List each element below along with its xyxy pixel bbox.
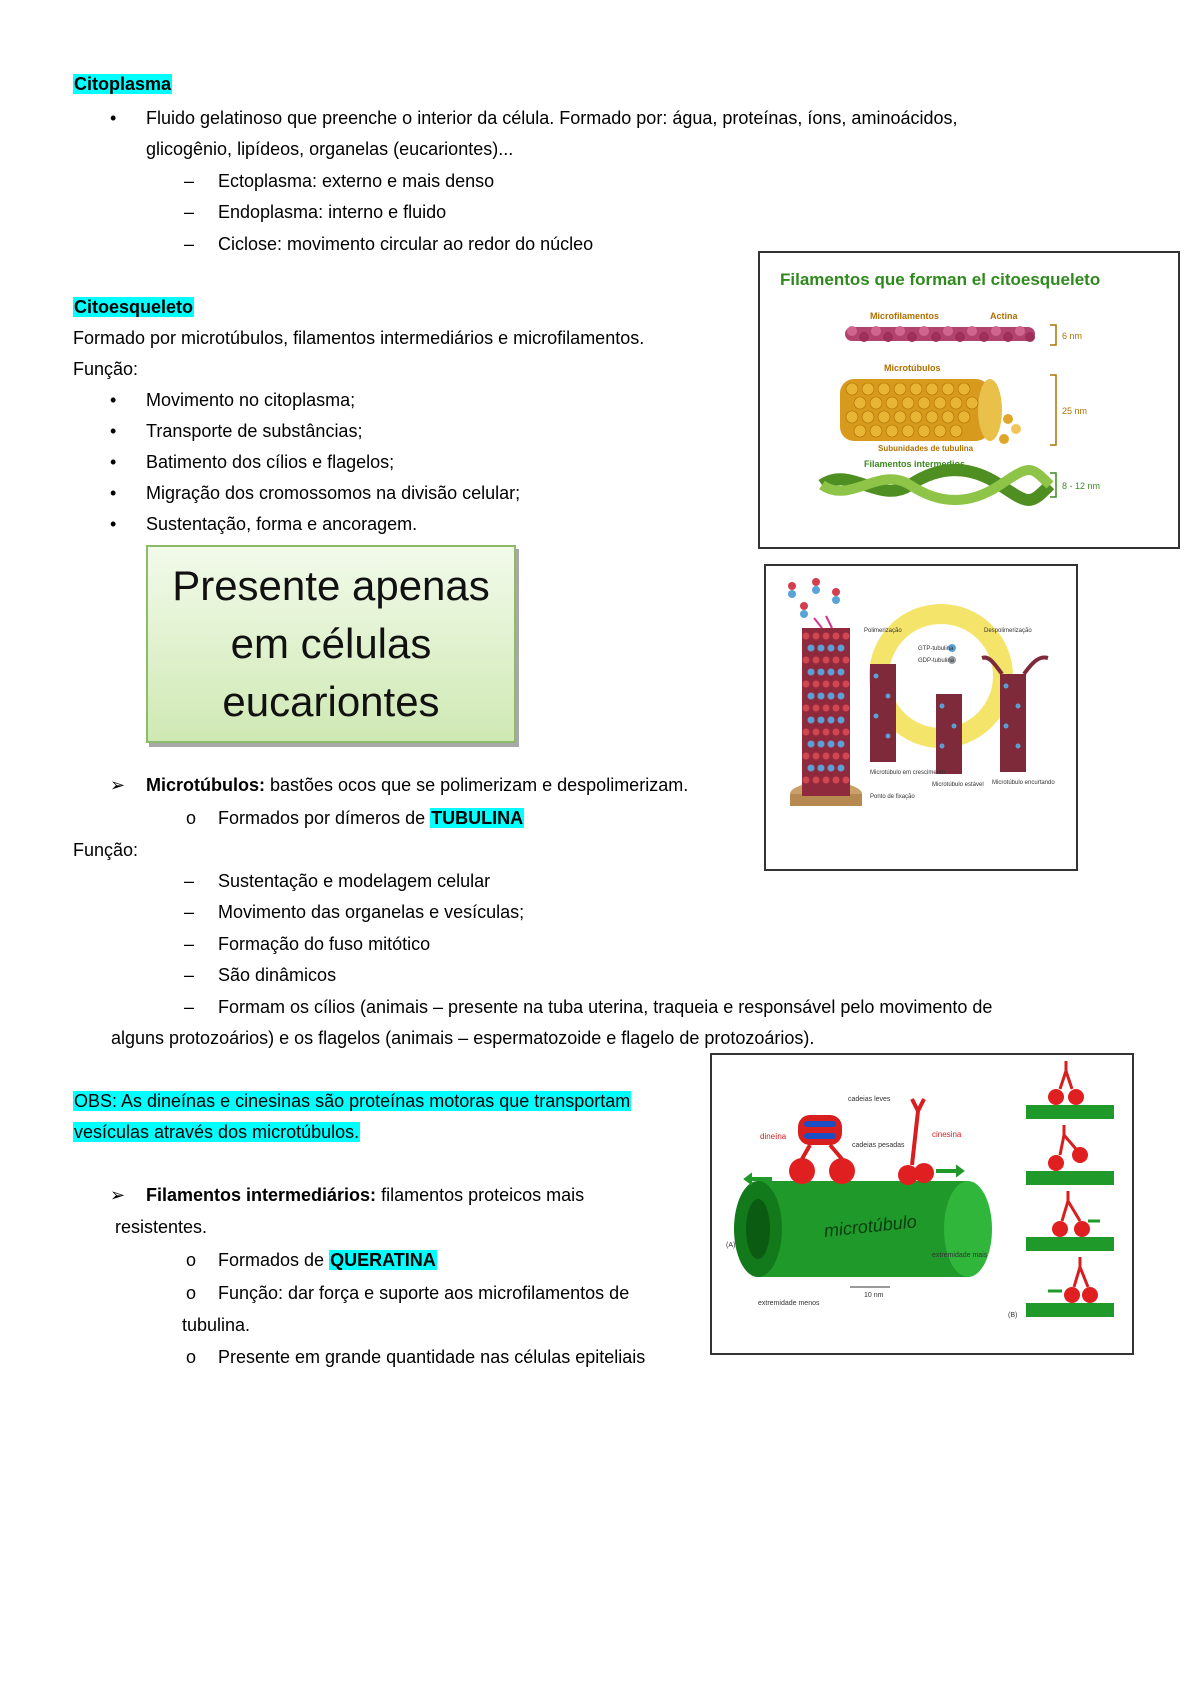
bullet: • xyxy=(110,421,117,441)
fig3-microtubulo-label: microtúbulo xyxy=(822,1211,918,1241)
circle-bullet: o xyxy=(186,808,197,828)
fig3-step-frames xyxy=(1026,1061,1114,1317)
eucariontes-callout: Presente apenas em células eucariontes xyxy=(146,545,516,743)
figure-cytoskeleton-filaments xyxy=(758,251,1180,549)
microtubulos-function: São dinâmicos xyxy=(218,965,337,985)
citoesqueleto-heading: Citoesqueleto xyxy=(74,297,194,317)
fig2-gdp: GDP-tubulina xyxy=(918,658,955,664)
dash: – xyxy=(184,997,195,1017)
citoplasma-sub-item: Ectoplasma: externo e mais denso xyxy=(218,171,495,191)
filamentos-funcao-line1: Função: dar força e suporte aos microfilamentos de xyxy=(218,1283,630,1303)
figure-motor-proteins xyxy=(710,1053,1134,1355)
fig2-estavel: Microtúbulo estável xyxy=(932,782,984,788)
fig1-microtubule xyxy=(840,379,1021,444)
arrow-bullet-icon: ➢ xyxy=(110,775,126,795)
filamentos-desc2: resistentes. xyxy=(115,1217,208,1237)
citoesqueleto-function: Movimento no citoplasma; xyxy=(146,390,356,410)
microtubulos-function: Sustentação e modelagem celular xyxy=(218,871,491,891)
fig2-gtp: GTP-tubulina xyxy=(918,646,954,652)
dash: – xyxy=(184,171,195,191)
citoplasma-heading: Citoplasma xyxy=(74,74,172,94)
microtubulos-function: Movimento das organelas e vesículas; xyxy=(218,902,525,922)
queratina-highlight: QUERATINA xyxy=(330,1250,436,1270)
fig1-actin-filament xyxy=(845,326,1035,342)
arrow-bullet-icon: ➢ xyxy=(110,1185,126,1205)
dash: – xyxy=(184,902,195,922)
fig1-subunidades-label: Subunidades de tubulina xyxy=(878,444,974,453)
microtubulos-term: Microtúbulos: xyxy=(146,775,265,795)
microtubulos-line xyxy=(146,773,688,797)
fig1-intermedios-label: Filamentos intermedios xyxy=(864,459,966,469)
filamentos-formed xyxy=(218,1248,437,1272)
microtubulos-desc: bastões ocos que se polimerizam e despolimerizam. xyxy=(265,775,689,795)
citoplasma-bullet-line1: Fluido gelatinoso que preenche o interior da célula. Formado por: água, proteínas, íons, aminoácidos, xyxy=(146,108,958,128)
fig2-free-dimers xyxy=(788,578,840,618)
filamentos-term: Filamentos intermediários: xyxy=(146,1185,377,1205)
fig1-intermediate-filament xyxy=(822,470,1050,500)
fig3-ext-menos: extremidade menos xyxy=(758,1300,820,1307)
fig2-growing-microtubule xyxy=(790,628,862,806)
filamentos-formed-prefix: Formados de xyxy=(218,1250,330,1270)
fig1-bracket xyxy=(1050,473,1056,497)
microtubulos-formed xyxy=(218,806,524,830)
fig1-microtubulos-label: Microtúbulos xyxy=(884,363,941,373)
filamentos-funcao-line2: tubulina. xyxy=(182,1315,251,1335)
fig1-size2: 25 nm xyxy=(1062,406,1088,416)
dash: – xyxy=(184,234,195,254)
dash: – xyxy=(184,871,195,891)
citoesqueleto-function: Transporte de substâncias; xyxy=(146,421,363,441)
figure-microtubule-dynamics xyxy=(764,564,1078,871)
fig3-cadeias-pesadas: cadeias pesadas xyxy=(852,1142,905,1149)
fig2-crescimento: Microtúbulo em crescimento xyxy=(870,770,946,776)
figure-microtubule-dynamics-svg xyxy=(766,566,1076,869)
fig3-ext-mais: extremidade mais xyxy=(932,1252,988,1259)
filamentos-line xyxy=(146,1183,584,1207)
bullet: • xyxy=(110,483,117,503)
citoesqueleto-function: Batimento dos cílios e flagelos; xyxy=(146,452,395,472)
fig3-label-b: (B) xyxy=(1008,1312,1018,1319)
fig2-curl xyxy=(1024,658,1048,674)
dash: – xyxy=(184,202,195,222)
obs-line1: OBS: As dineínas e cinesinas são proteínas motoras que transportam xyxy=(74,1091,631,1111)
fig2-arrow xyxy=(814,618,822,628)
fig1-size1: 6 nm xyxy=(1062,331,1083,341)
filamentos-presente: Presente em grande quantidade nas células epiteliais xyxy=(218,1347,646,1367)
figure-motor-proteins-svg xyxy=(712,1055,1132,1353)
dash: – xyxy=(184,934,195,954)
filamentos-desc: filamentos proteicos mais xyxy=(376,1185,585,1205)
fig2-mt-encurtando xyxy=(1000,674,1026,772)
fig3-dineina: dineína xyxy=(760,1132,787,1141)
bullet: • xyxy=(110,514,117,534)
fig2-arrow xyxy=(826,616,832,628)
obs-line2: vesículas através dos microtúbulos. xyxy=(74,1122,360,1142)
fig3-scale: 10 nm xyxy=(864,1292,884,1299)
citoesqueleto-function: Migração dos cromossomos na divisão celular; xyxy=(146,483,521,503)
fig3-cinesina: cinesina xyxy=(932,1130,962,1139)
microtubulos-continuation: alguns protozoários) e os flagelos (animais – espermatozoide e flagelo de protozoários). xyxy=(111,1028,815,1048)
fig1-microfilamentos-label: Microfilamentos xyxy=(870,311,940,321)
fig2-ponto: Ponto de fixação xyxy=(870,794,915,800)
fig2-polimerizacao: Polimerização xyxy=(864,628,902,634)
microtubulos-function: Formam os cílios (animais – presente na tuba uterina, traqueia e responsável pelo movimento de xyxy=(218,997,993,1017)
fig1-actina-label: Actina xyxy=(990,311,1018,321)
fig2-despolimerizacao: Despolimerização xyxy=(984,628,1032,634)
fig3-cadeias-leves: cadeias leves xyxy=(848,1096,891,1103)
fig3-dynein xyxy=(789,1115,855,1184)
fig1-size3: 8 - 12 nm xyxy=(1062,481,1101,491)
citoplasma-sub-item: Ciclose: movimento circular ao redor do núcleo xyxy=(218,234,594,254)
microtubulos-function: Formação do fuso mitótico xyxy=(218,934,431,954)
fig2-encurtando: Microtúbulo encurtando xyxy=(992,780,1055,786)
fig3-microtubule-cylinder xyxy=(734,1181,992,1277)
circle-bullet: o xyxy=(186,1347,197,1367)
citoplasma-sub-item: Endoplasma: interno e fluido xyxy=(218,202,447,222)
fig3-arrow-right-icon xyxy=(956,1165,964,1177)
fig3-arrow-left-icon xyxy=(744,1173,752,1185)
microtubulos-formed-prefix: Formados por dímeros de xyxy=(218,808,431,828)
citoesqueleto-funcao-label: Função: xyxy=(73,359,139,379)
tubulina-highlight: TUBULINA xyxy=(431,808,524,828)
dash: – xyxy=(184,965,195,985)
figure-cytoskeleton-filaments-svg xyxy=(760,253,1178,547)
circle-bullet: o xyxy=(186,1250,197,1270)
bullet: • xyxy=(110,452,117,472)
citoesqueleto-intro: Formado por microtúbulos, filamentos intermediários e microfilamentos. xyxy=(73,328,645,348)
fig1-title: Filamentos que forman el citoesqueleto xyxy=(780,270,1101,289)
bullet: • xyxy=(110,390,117,410)
citoesqueleto-function: Sustentação, forma e ancoragem. xyxy=(146,514,418,534)
circle-bullet: o xyxy=(186,1283,197,1303)
citoplasma-bullet-line2: glicogênio, lipídeos, organelas (eucariontes)... xyxy=(146,139,514,159)
microtubulos-funcao-label: Função: xyxy=(73,840,139,860)
bullet: • xyxy=(110,108,117,128)
fig3-label-a: (A) xyxy=(726,1242,736,1249)
fig1-bracket xyxy=(1050,375,1056,445)
fig1-bracket xyxy=(1050,325,1056,345)
fig2-mt-crescimento xyxy=(870,664,896,762)
